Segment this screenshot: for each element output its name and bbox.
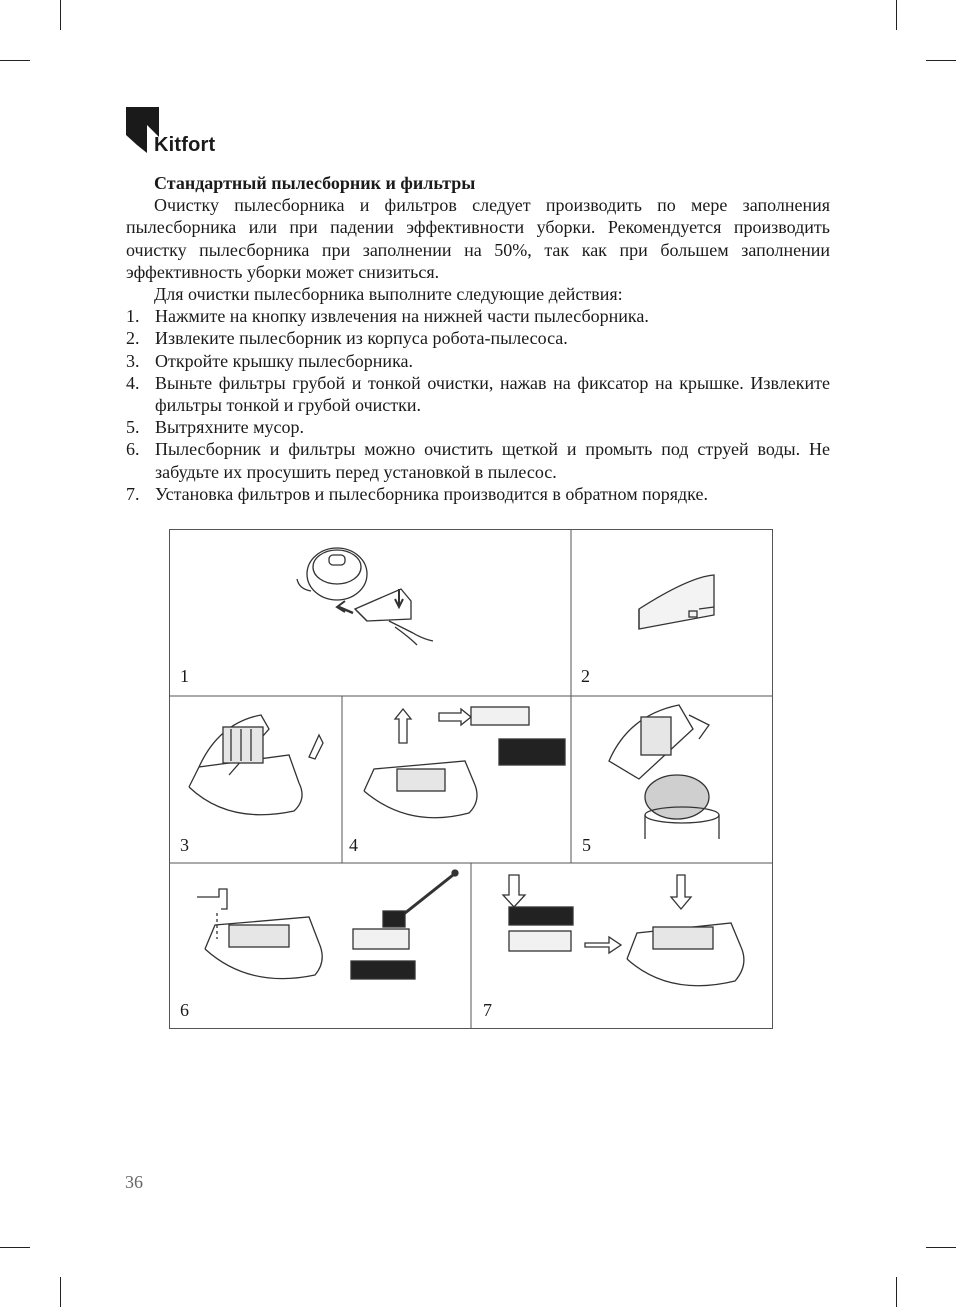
page-number: 36: [125, 1172, 143, 1192]
step-item: 1. Нажмите на кнопку извлечения на нижней части пылесборника.: [126, 306, 649, 327]
step-item: 4. Выньте фильтры грубой и тонкой очистки, нажав на фиксатор на крышке. Извлеките фильтры тонкой и грубой очистки.: [126, 372, 830, 416]
crop-mark: [926, 60, 956, 61]
step-item: 6. Пылесборник и фильтры можно очистить щеткой и промыть под струей воды. Не забудьте их просушить перед установкой в пылесос.: [126, 439, 830, 482]
crop-mark: [0, 60, 30, 61]
steps-list: [126, 305, 830, 505]
panel-6-illustration: [197, 870, 458, 979]
crop-mark: [926, 1247, 956, 1248]
illustration-grid: [169, 529, 773, 1029]
panel-3-illustration: [189, 715, 323, 815]
grid-lines: [169, 529, 773, 1029]
brand-name: Kitfort: [154, 134, 216, 156]
panel-label: 5: [582, 835, 591, 855]
panel-label: 7: [483, 1000, 492, 1020]
panel-2-illustration: [639, 575, 714, 629]
panel-5-illustration: [609, 705, 719, 839]
panel-7-illustration: [503, 875, 744, 986]
step-item: 5. Вытряхните мусор.: [126, 417, 304, 438]
steps-intro: Для очистки пылесборника выполните следующие действия:: [154, 284, 623, 305]
crop-mark: [0, 1247, 30, 1248]
step-item: 3. Откройте крышку пылесборника.: [126, 350, 414, 371]
panel-1-illustration: [297, 548, 433, 645]
instruction-text: [126, 172, 830, 505]
intro-paragraph: Очистку пылесборника и фильтров следует производить по мере заполнения пылесборника или при падении эффективности уборки. Рекомендуется производить очистку пылесборника при заполнении на 50%, так как при большем заполнении эффективность уборки может снизиться.: [126, 195, 830, 282]
panel-label: 6: [180, 1000, 189, 1020]
panel-label: 2: [581, 666, 590, 686]
panel-label: 1: [180, 666, 189, 686]
panel-label: 4: [349, 835, 358, 855]
crop-mark: [896, 0, 897, 30]
crop-mark: [60, 1277, 61, 1307]
crop-mark: [60, 0, 61, 30]
crop-mark: [896, 1277, 897, 1307]
section-title: Стандартный пылесборник и фильтры: [154, 173, 476, 193]
panel-4-illustration: [364, 707, 565, 818]
panel-label: 3: [180, 835, 189, 855]
step-item: 2. Извлеките пылесборник из корпуса робота-пылесоса.: [126, 328, 568, 349]
step-item: 7. Установка фильтров и пылесборника производится в обратном порядке.: [126, 483, 708, 504]
